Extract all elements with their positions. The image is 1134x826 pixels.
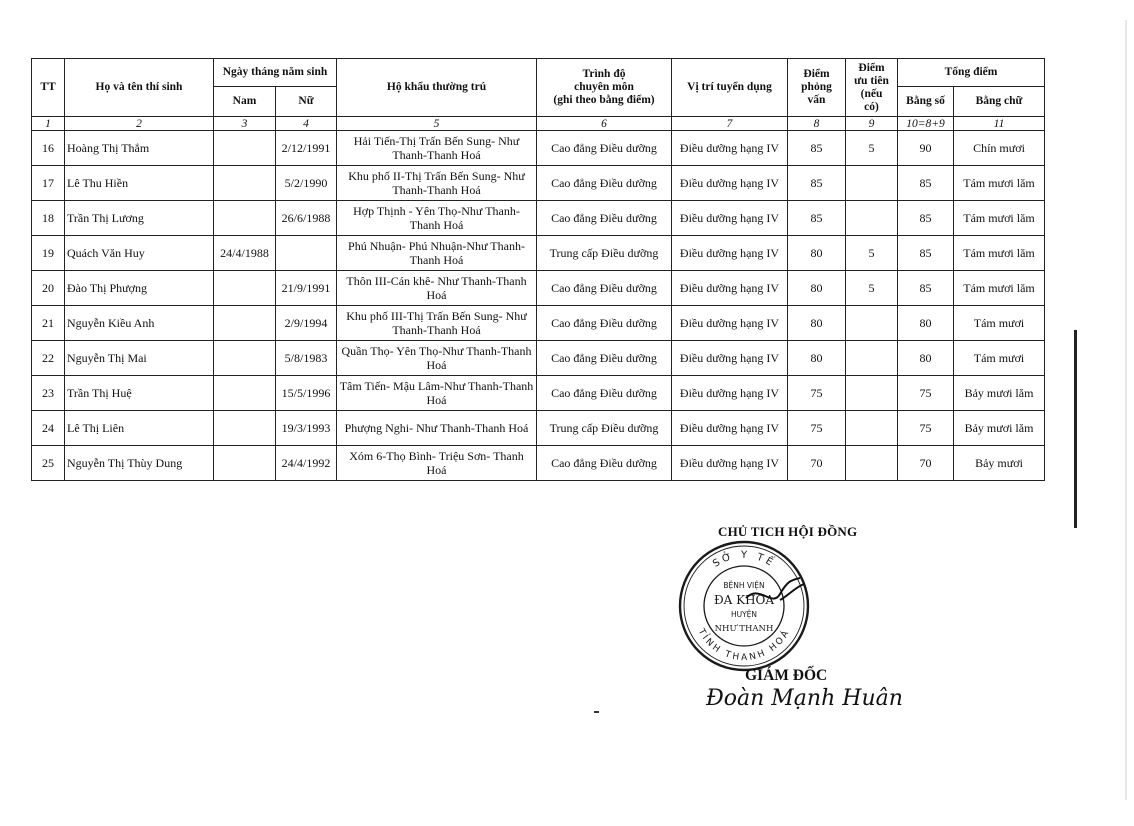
cell-female-dob: 5/8/1983 — [276, 341, 337, 376]
column-number: 2 — [65, 117, 214, 131]
cell-interview: 75 — [788, 411, 846, 446]
column-number: 4 — [276, 117, 337, 131]
cell-female-dob: 15/5/1996 — [276, 376, 337, 411]
col-total-word-header: Bằng chữ — [954, 87, 1045, 117]
seal-line-4: NHƯ THANH — [714, 624, 774, 634]
cell-qualification: Trung cấp Điều dưỡng — [537, 236, 672, 271]
cell-address: Khu phố II-Thị Trấn Bến Sung- Như Thanh-Thanh Hoá — [337, 166, 537, 201]
cell-address: Tâm Tiến- Mậu Lâm-Như Thanh-Thanh Hoá — [337, 376, 537, 411]
interview-header-line: Điểm — [803, 68, 830, 80]
cell-qualification: Cao đẳng Điều dưỡng — [537, 341, 672, 376]
cell-interview: 80 — [788, 236, 846, 271]
cell-name: Đào Thị Phượng — [65, 271, 214, 306]
cell-address: Hợp Thịnh - Yên Thọ-Như Thanh-Thanh Hoá — [337, 201, 537, 236]
cell-qualification: Cao đẳng Điều dưỡng — [537, 446, 672, 481]
interview-header-line: phỏng — [801, 81, 832, 93]
cell-total-word: Bảy mươi lăm — [954, 376, 1045, 411]
column-number: 8 — [788, 117, 846, 131]
cell-address: Quần Thọ- Yên Thọ-Như Thanh-Thanh Hoá — [337, 341, 537, 376]
cell-position: Điều dưỡng hạng IV — [672, 446, 788, 481]
cell-interview: 80 — [788, 306, 846, 341]
cell-address: Thôn III-Cán khê- Như Thanh-Thanh Hoá — [337, 271, 537, 306]
qualification-header-line: Trình độ — [582, 68, 626, 80]
cell-tt: 18 — [32, 201, 65, 236]
cell-total-num: 80 — [898, 341, 954, 376]
cell-name: Trần Thị Huệ — [65, 376, 214, 411]
scan-dot — [594, 711, 599, 713]
cell-total-word: Bảy mươi — [954, 446, 1045, 481]
cell-female-dob: 19/3/1993 — [276, 411, 337, 446]
cell-name: Nguyễn Thị Mai — [65, 341, 214, 376]
column-number: 11 — [954, 117, 1045, 131]
cell-name: Quách Văn Huy — [65, 236, 214, 271]
council-chair-title: CHỦ TICH HỘI ĐỒNG — [718, 524, 858, 539]
cell-total-word: Tám mươi — [954, 306, 1045, 341]
cell-total-word: Tám mươi lăm — [954, 201, 1045, 236]
cell-total-num: 85 — [898, 236, 954, 271]
cell-total-word: Tám mươi lăm — [954, 166, 1045, 201]
cell-total-num: 75 — [898, 411, 954, 446]
scan-edge-bar — [1074, 330, 1077, 528]
cell-interview: 80 — [788, 271, 846, 306]
priority-header-line: (nếu — [860, 87, 883, 100]
cell-tt: 24 — [32, 411, 65, 446]
seal-ring-bottom-text: TỈNH THANH HOÁ — [695, 627, 793, 664]
cell-total-word: Tám mươi — [954, 341, 1045, 376]
cell-name: Lê Thu Hiền — [65, 166, 214, 201]
column-number: 1 — [32, 117, 65, 131]
column-number: 7 — [672, 117, 788, 131]
priority-header-line: Điểm — [858, 61, 885, 74]
cell-priority: 5 — [846, 131, 898, 166]
cell-position: Điều dưỡng hạng IV — [672, 271, 788, 306]
cell-female-dob: 26/6/1988 — [276, 201, 337, 236]
cell-total-num: 85 — [898, 166, 954, 201]
cell-interview: 70 — [788, 446, 846, 481]
column-number: 5 — [337, 117, 537, 131]
director-name: Đoàn Mạnh Huân — [706, 686, 903, 711]
cell-total-num: 80 — [898, 306, 954, 341]
cell-name: Trần Thị Lương — [65, 201, 214, 236]
cell-position: Điều dưỡng hạng IV — [672, 166, 788, 201]
cell-qualification: Trung cấp Điều dưỡng — [537, 411, 672, 446]
cell-total-word: Chín mươi — [954, 131, 1045, 166]
cell-address: Hải Tiến-Thị Trấn Bến Sung- Như Thanh-Thanh Hoá — [337, 131, 537, 166]
cell-position: Điều dưỡng hạng IV — [672, 341, 788, 376]
cell-position: Điều dưỡng hạng IV — [672, 201, 788, 236]
cell-position: Điều dưỡng hạng IV — [672, 306, 788, 341]
cell-tt: 22 — [32, 341, 65, 376]
cell-qualification: Cao đẳng Điều dưỡng — [537, 166, 672, 201]
cell-tt: 23 — [32, 376, 65, 411]
cell-total-word: Tám mươi lăm — [954, 236, 1045, 271]
col-address-header: Hộ khẩu thường trú — [337, 59, 537, 117]
cell-name: Lê Thị Liên — [65, 411, 214, 446]
seal-line-2: ĐA KHOA — [713, 593, 775, 607]
cell-interview: 80 — [788, 341, 846, 376]
cell-female-dob: 5/2/1990 — [276, 166, 337, 201]
col-dob-header: Ngày tháng năm sinh — [214, 59, 337, 87]
cell-total-num: 90 — [898, 131, 954, 166]
col-female-header: Nữ — [276, 87, 337, 117]
cell-interview: 75 — [788, 376, 846, 411]
cell-qualification: Cao đẳng Điều dưỡng — [537, 131, 672, 166]
cell-name: Nguyễn Kiều Anh — [65, 306, 214, 341]
column-number: 3 — [214, 117, 276, 131]
column-number: 9 — [846, 117, 898, 131]
qualification-header-line: chuyên môn — [574, 81, 634, 93]
cell-address: Khu phố III-Thị Trấn Bến Sung- Như Thanh-Thanh Hoá — [337, 306, 537, 341]
qualification-header-line: (ghi theo bằng điểm) — [553, 94, 655, 106]
cell-position: Điều dưỡng hạng IV — [672, 236, 788, 271]
cell-tt: 16 — [32, 131, 65, 166]
cell-qualification: Cao đẳng Điều dưỡng — [537, 201, 672, 236]
cell-address: Xóm 6-Thọ Bình- Triệu Sơn- Thanh Hoá — [337, 446, 537, 481]
column-number: 10=8+9 — [898, 117, 954, 131]
cell-priority: 5 — [846, 236, 898, 271]
cell-tt: 21 — [32, 306, 65, 341]
cell-qualification: Cao đẳng Điều dưỡng — [537, 376, 672, 411]
column-number: 6 — [537, 117, 672, 131]
cell-priority: 5 — [846, 271, 898, 306]
col-position-header: Vị trí tuyển dụng — [672, 59, 788, 117]
cell-position: Điều dưỡng hạng IV — [672, 411, 788, 446]
cell-female-dob: 2/12/1991 — [276, 131, 337, 166]
cell-female-dob: 2/9/1994 — [276, 306, 337, 341]
cell-tt: 19 — [32, 236, 65, 271]
cell-male-dob: 24/4/1988 — [214, 236, 276, 271]
cell-name: Hoàng Thị Thắm — [65, 131, 214, 166]
cell-total-num: 70 — [898, 446, 954, 481]
priority-header-line: ưu tiên — [854, 74, 889, 87]
cell-total-num: 85 — [898, 271, 954, 306]
director-title: GIÁM ĐỐC — [745, 667, 828, 684]
cell-total-num: 85 — [898, 201, 954, 236]
cell-total-word: Tám mươi lăm — [954, 271, 1045, 306]
cell-position: Điều dưỡng hạng IV — [672, 376, 788, 411]
cell-interview: 85 — [788, 201, 846, 236]
cell-tt: 17 — [32, 166, 65, 201]
col-total-header: Tổng điểm — [898, 59, 1045, 87]
priority-header-line: có) — [864, 100, 879, 113]
cell-total-num: 75 — [898, 376, 954, 411]
cell-position: Điều dưỡng hạng IV — [672, 131, 788, 166]
cell-tt: 25 — [32, 446, 65, 481]
cell-qualification: Cao đẳng Điều dưỡng — [537, 271, 672, 306]
interview-header-line: vấn — [807, 94, 826, 106]
seal-ring-top-text: SỞ Y TẾ — [711, 549, 777, 570]
cell-interview: 85 — [788, 131, 846, 166]
seal-line-3: HUYỆN — [730, 610, 758, 619]
col-total-num-header: Bằng số — [898, 87, 954, 117]
cell-name: Nguyễn Thị Thùy Dung — [65, 446, 214, 481]
col-name-header: Họ và tên thí sinh — [65, 59, 214, 117]
cell-interview: 85 — [788, 166, 846, 201]
col-male-header: Nam — [214, 87, 276, 117]
col-tt-header: TT — [32, 59, 65, 117]
cell-female-dob: 24/4/1992 — [276, 446, 337, 481]
cell-female-dob: 21/9/1991 — [276, 271, 337, 306]
seal-line-1: BỆNH VIỆN — [723, 581, 765, 590]
cell-total-word: Bảy mươi lăm — [954, 411, 1045, 446]
cell-tt: 20 — [32, 271, 65, 306]
cell-address: Phú Nhuận- Phú Nhuận-Như Thanh-Thanh Hoá — [337, 236, 537, 271]
cell-qualification: Cao đẳng Điều dưỡng — [537, 306, 672, 341]
cell-address: Phượng Nghi- Như Thanh-Thanh Hoá — [337, 411, 537, 446]
